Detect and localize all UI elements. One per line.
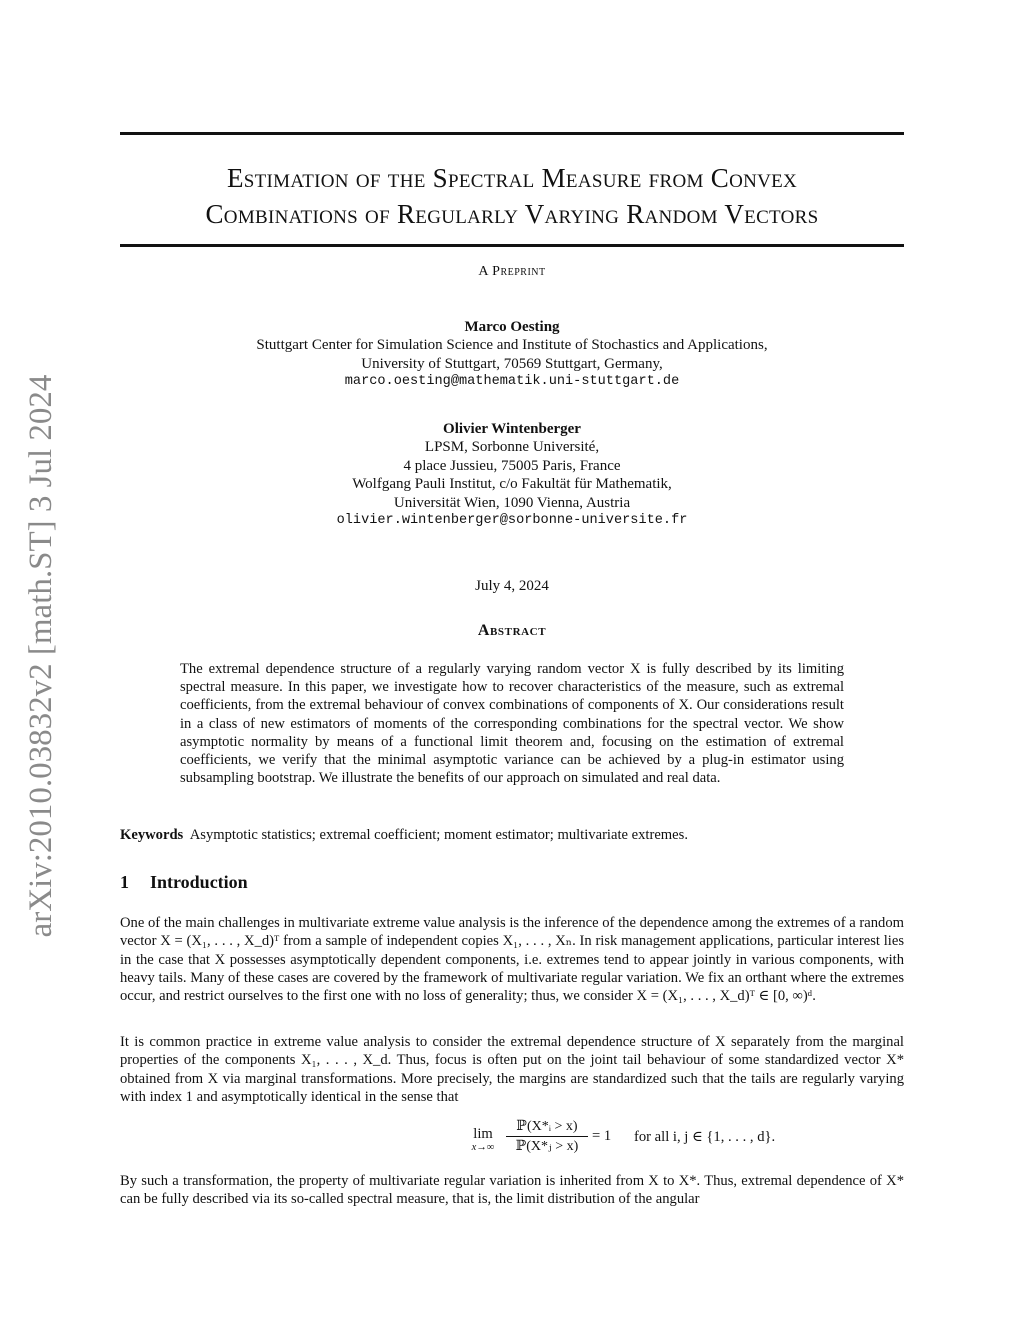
title-rule-bottom bbox=[120, 244, 904, 247]
author-affiliation: Stuttgart Center for Simulation Science and Institute of Stochastics and Applications, bbox=[256, 337, 768, 354]
section-heading bbox=[120, 872, 248, 893]
paper-date: July 4, 2024 bbox=[475, 578, 549, 594]
preprint-label: A Preprint bbox=[478, 264, 546, 279]
author-name: Olivier Wintenberger bbox=[443, 421, 581, 437]
keywords-label: Keywords bbox=[120, 827, 184, 843]
paragraph-3: By such a transformation, the property of multivariate regular variation is inherited from X to X*. Thus, extremal dependence of X* can be fully described via its so-called spectral measure, that is, the limit distribution of the angular bbox=[120, 1173, 904, 1208]
section-number: 1 bbox=[120, 872, 129, 892]
equation-limit: lim x→∞ bbox=[464, 1126, 502, 1153]
author-affiliation: Wolfgang Pauli Institut, c/o Fakultät für Mathematik, bbox=[352, 476, 672, 493]
author-block-2 bbox=[120, 420, 904, 530]
author-affiliation: Universität Wien, 1090 Vienna, Austria bbox=[393, 494, 631, 511]
keywords-text: Asymptotic statistics; extremal coefficient; moment estimator; multivariate extremes. bbox=[189, 827, 688, 843]
equation-rhs: = 1 bbox=[592, 1128, 612, 1144]
author-affiliation: LPSM, Sorbonne Université, bbox=[424, 439, 600, 456]
abstract-heading: Abstract bbox=[477, 622, 547, 639]
paper-title-line2: Combinations of Regularly Varying Random Vectors bbox=[205, 199, 819, 229]
author-name: Marco Oesting bbox=[464, 319, 560, 335]
equation-condition: for all i, j ∈ {1, . . . , d}. bbox=[634, 1129, 776, 1145]
paragraph-1: One of the main challenges in multivariate extreme value analysis is the inference of the dependence among the extremes of a random vector X = (X₁, . . . , X_d)ᵀ from a sample of independent copies X₁, . . . , Xₙ. In risk management applications, particular interest lies in the case that X possesses asymptotically dependent components, i.e. extremes tend to appear jointly in various components, with heavy tails. Many of these cases are covered by the framework of multivariate regular variation. We fix an orthant where the extremes occur, and restrict ourselves to the first one with no loss of generality; thus, we consider X = (X₁, . . . , X_d)ᵀ ∈ [0, ∞)ᵈ. bbox=[120, 915, 904, 1005]
title-rule-top bbox=[120, 132, 904, 135]
paragraph-2: It is common practice in extreme value analysis to consider the extremal dependence structure of X separately from the marginal properties of the components X₁, . . . , X_d. Thus, focus is often put on the joint tail behaviour of some standardized vector X* obtained from X via marginal transformations. More precisely, the margins are standardized such that the tails are regularly varying with index 1 and asymptotically identical in the sense that bbox=[120, 1034, 904, 1105]
paper-title-line1: Estimation of the Spectral Measure from Convex bbox=[226, 163, 798, 193]
author-affiliation: 4 place Jussieu, 75005 Paris, France bbox=[403, 457, 621, 474]
author-affiliation: University of Stuttgart, 70569 Stuttgart, Germany, bbox=[361, 355, 663, 372]
display-equation bbox=[120, 1118, 904, 1162]
author-block-1 bbox=[120, 318, 904, 392]
keywords-line bbox=[120, 827, 904, 844]
arxiv-sidebar: arXiv:2010.03832v2 [math.ST] 3 Jul 2024 bbox=[23, 374, 59, 938]
section-title: Introduction bbox=[150, 872, 248, 892]
equation-denominator: ℙ(X*ⱼ > x) bbox=[515, 1139, 579, 1154]
author-email[interactable]: olivier.wintenberger@sorbonne-universite.fr bbox=[336, 513, 688, 529]
author-email[interactable]: marco.oesting@mathematik.uni-stuttgart.de bbox=[344, 374, 680, 390]
equation-fraction bbox=[506, 1118, 588, 1155]
equation-limit-subscript: x→∞ bbox=[471, 1142, 495, 1153]
equation-numerator: ℙ(X*ᵢ > x) bbox=[506, 1118, 588, 1137]
abstract-text: The extremal dependence structure of a regularly varying random vector X is fully described by its limiting spectral measure. In this paper, we investigate how to recover characteristics of the measure, such as extremal coefficients, from the extremal behaviour of convex combinations of components of X. Our considerations result in a class of new estimators of moments of the corresponding combinations for the spectral vector. We show asymptotic normality by means of a functional limit theorem and, focusing on the estimation of extremal coefficients, we verify that the minimal asymptotic variance can be achieved by a plug-in estimator using subsampling bootstrap. We illustrate the benefits of our approach on simulated and real data. bbox=[180, 661, 844, 787]
